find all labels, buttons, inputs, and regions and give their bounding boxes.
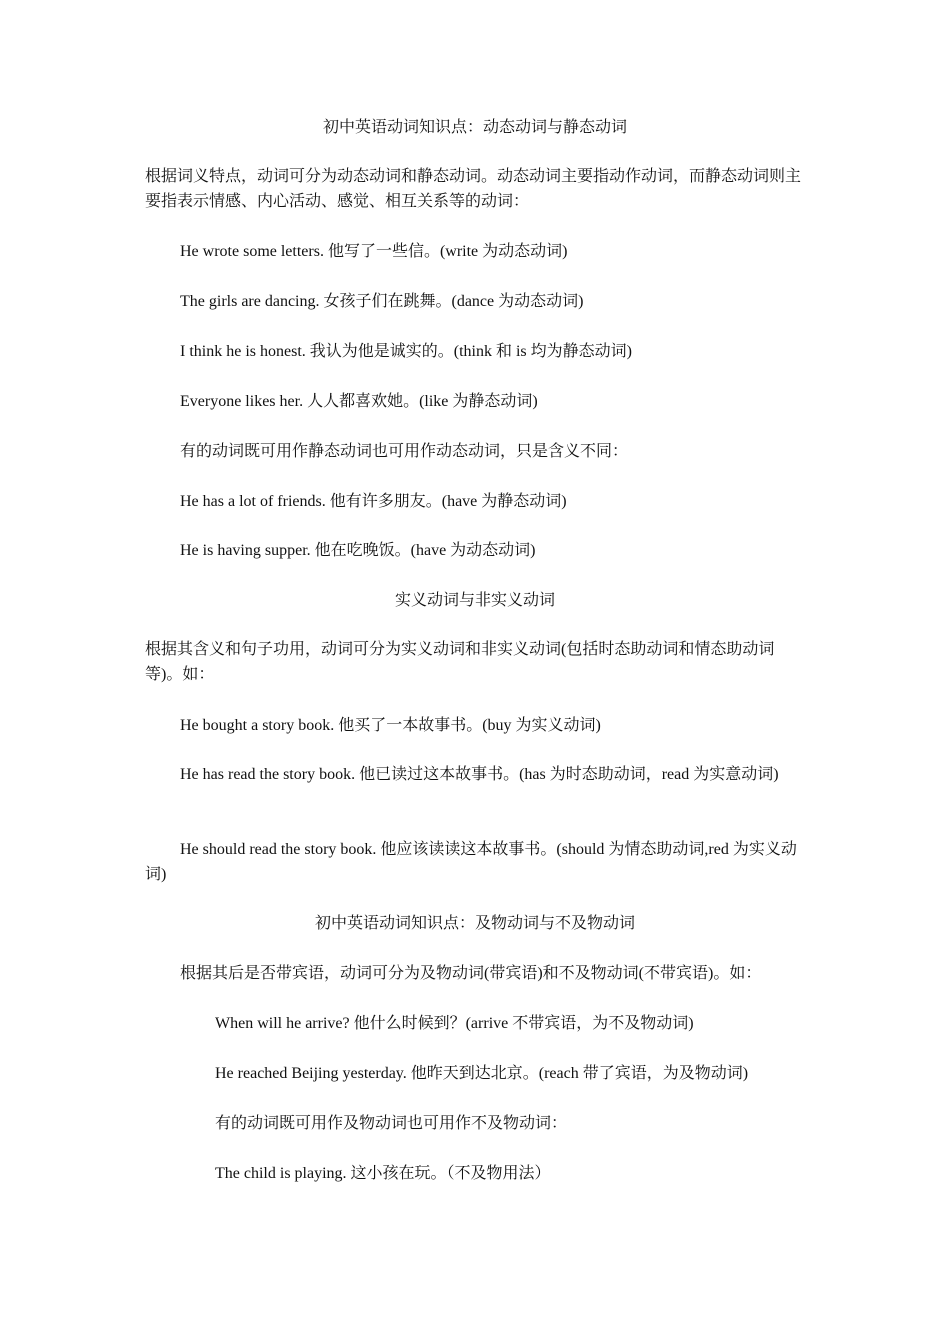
note-paragraph: 有的动词既可用作及物动词也可用作不及物动词： — [215, 1115, 568, 1132]
example-sentence: I think he is honest. 我认为他是诚实的。(think 和 is 均为静态动词) — [180, 343, 632, 360]
paragraph-dynamic-static-intro: 根据词义特点，动词可分为动态动词和静态动词。动态动词主要指动作动词，而静态动词则主要指表示情感、内心活动、感觉、相互关系等的动词： — [145, 168, 802, 210]
paragraph-notional-intro: 根据其含义和句子功用，动词可分为实义动词和非实义动词(包括时态助动词和情态助动词等)。如： — [145, 641, 775, 683]
example-sentence: The girls are dancing. 女孩子们在跳舞。(dance 为动态动词) — [180, 293, 584, 310]
example-sentence: He is having supper. 他在吃晚饭。(have 为动态动词) — [180, 542, 536, 559]
example-sentence: He reached Beijing yesterday. 他昨天到达北京。(reach 带了宾语，为及物动词) — [215, 1065, 749, 1082]
example-sentence: He wrote some letters. 他写了一些信。(write 为动态动词) — [180, 243, 568, 260]
example-sentence-wrapped: He should read the story book. 他应该读读这本故事书。(should 为情态助动词,red 为实义动词) — [145, 841, 797, 883]
example-sentence-wrapped: He has read the story book. 他已读过这本故事书。(has 为时态助动词，read 为实意动词) — [180, 766, 779, 783]
section-title-transitive: 初中英语动词知识点：及物动词与不及物动词 — [314, 915, 635, 932]
paragraph-transitive-intro: 根据其后是否带宾语，动词可分为及物动词(带宾语)和不及物动词(不带宾语)。如： — [180, 965, 762, 982]
note-paragraph: 有的动词既可用作静态动词也可用作动态动词，只是含义不同： — [180, 443, 629, 460]
section-title-dynamic-static: 初中英语动词知识点：动态动词与静态动词 — [322, 119, 627, 136]
example-sentence: When will he arrive? 他什么时候到？(arrive 不带宾语，为不及物动词) — [215, 1015, 694, 1032]
example-sentence: He has a lot of friends. 他有许多朋友。(have 为静态动词) — [180, 493, 567, 510]
example-sentence: Everyone likes her. 人人都喜欢她。(like 为静态动词) — [180, 393, 538, 410]
example-sentence: The child is playing. 这小孩在玩。（不及物用法） — [215, 1165, 551, 1182]
example-sentence: He bought a story book. 他买了一本故事书。(buy 为实义动词) — [180, 717, 601, 734]
section-title-notional-verbs: 实义动词与非实义动词 — [394, 592, 555, 609]
